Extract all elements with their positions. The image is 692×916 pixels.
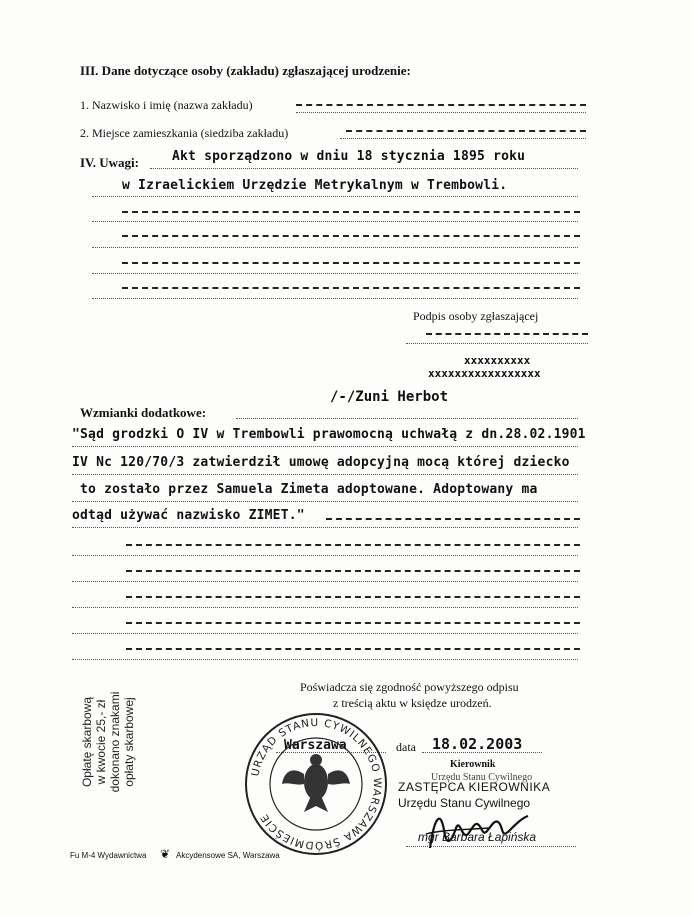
issue-date: 18.02.2003 <box>432 735 523 753</box>
issue-city: Warszawa <box>284 738 347 753</box>
additional-line-3: to zostało przez Samuela Zimeta adoptowane. Adoptowany ma <box>80 482 538 497</box>
additional-line-2: IV Nc 120/70/3 zatwierdził umowę adopcyjną mocą której dziecko <box>72 455 570 470</box>
additional-line-1: "Sąd grodzki O IV w Trembowli prawomocną uchwałą z dn.28.02.1901 <box>72 427 586 442</box>
deputy-stamp-office: Urzędu Stanu Cywilnego <box>398 796 531 810</box>
date-label: data <box>396 740 416 754</box>
certification-line-2: z treścią aktu w księdze urodzeń. <box>333 696 492 710</box>
redaction-x-1: xxxxxxxxxx <box>464 354 531 367</box>
signer-name: mgr Barbara Łapińska <box>418 830 537 844</box>
eagle-emblem-icon <box>282 754 350 812</box>
redaction-x-2: xxxxxxxxxxxxxxxxx <box>428 367 541 380</box>
fee-stamp-line-1: Opłatę skarbową <box>80 696 94 788</box>
footer-right: Akcydensowe SA, Warszawa <box>176 851 280 860</box>
fee-stamp-line-2: w kwocie 25,- zł <box>94 699 108 785</box>
round-seal-text: URZĄD STANU CYWILNEGO WARSZAWA ŚRÓDMIEŚCIE <box>249 716 384 852</box>
name-field <box>296 104 586 106</box>
section3-heading: III. Dane dotyczące osoby (zakładu) zgłaszającej urodzenie: <box>80 63 411 78</box>
additional-heading: Wzmianki dodatkowe: <box>80 405 207 420</box>
head-label: Kierownik <box>450 759 496 770</box>
publisher-logo-icon: ❦ <box>160 847 171 861</box>
footer-left: Fu M-4 Wydawnictwa <box>70 851 147 860</box>
round-seal <box>244 712 388 856</box>
reporter-name: /-/Zuni Herbot <box>330 389 449 405</box>
certification-line-1: Poświadcza się zgodność powyższego odpisu <box>300 680 519 694</box>
section4-heading: IV. Uwagi: <box>80 155 139 170</box>
reporter-signature-line <box>426 333 588 335</box>
reporter-signature-label: Podpis osoby zgłaszającej <box>413 309 539 323</box>
fee-stamp <box>62 664 152 804</box>
remarks-line-1: Akt sporządzono w dniu 18 stycznia 1895 roku <box>172 149 526 164</box>
residence-field <box>346 130 586 132</box>
name-label: 1. Nazwisko i imię (nazwa zakładu) <box>80 98 253 112</box>
fee-stamp-line-4: opłaty skarbowej <box>122 697 136 787</box>
remarks-line-2: w Izraelickiem Urzędzie Metrykalnym w Trembowli. <box>122 178 508 193</box>
fee-stamp-line-3: dokonano znakami <box>108 691 122 793</box>
deputy-stamp-title: ZASTĘPCA KIEROWNIKA <box>398 780 551 794</box>
head-sub-label: Urzędu Stanu Cywilnego <box>431 772 533 783</box>
residence-label: 2. Miejsce zamieszkania (siedziba zakładu) <box>80 126 289 140</box>
additional-line-4: odtąd używać nazwisko ZIMET." <box>72 508 305 523</box>
